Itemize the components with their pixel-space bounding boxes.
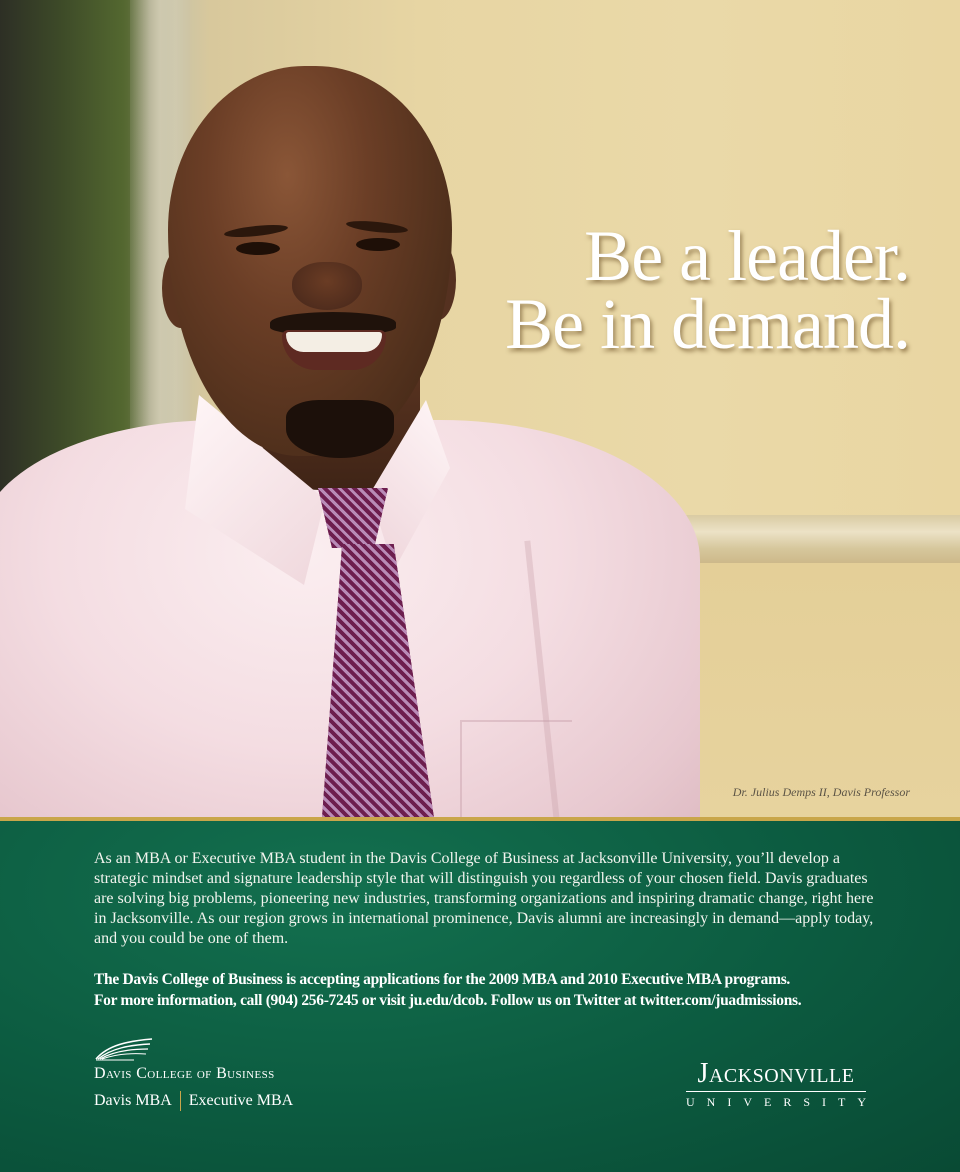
goatee: [286, 400, 394, 458]
eye-right: [356, 238, 400, 251]
jacksonville-university-logo: [686, 1058, 878, 1110]
cta-line-1: The Davis College of Business is accepting applications for the 2009 MBA and 2010 Executive MBA programs.: [94, 971, 791, 988]
photo-caption: Dr. Julius Demps II, Davis Professor: [732, 785, 910, 799]
call-to-action: [94, 969, 914, 1011]
headline: [505, 216, 910, 364]
body-paragraph: As an MBA or Executive MBA student in the Davis College of Business at Jacksonville University, you’ll develop a strategic mindset and signature leadership style that will distinguish you regardless of your chosen field. Davis graduates are solving big problems, pioneering new industries, transforming organizations and inspiring dramatic change, right here in Jacksonville. As our region grows in international prominence, Davis alumni are increasingly in demand—apply today, and you could be one of them.: [94, 850, 874, 947]
body-copy: [94, 849, 874, 949]
davis-programs: [94, 1091, 293, 1111]
headline-line-2: Be in demand.: [505, 284, 910, 364]
program-davis-mba: Davis MBA: [94, 1092, 172, 1109]
cta-line-2: For more information, call (904) 256-7245 or visit ju.edu/dcob. Follow us on Twitter at twitter.com/juadmissions.: [94, 992, 802, 1009]
smile: [282, 330, 386, 370]
program-separator: [180, 1091, 181, 1111]
shirt-pocket: [460, 720, 572, 818]
program-executive-mba: Executive MBA: [188, 1092, 294, 1109]
headline-line-1: Be a leader.: [584, 216, 910, 296]
ju-subtitle: UNIVERSITY: [686, 1095, 878, 1109]
nose: [292, 262, 362, 310]
ju-rule: [686, 1091, 866, 1092]
swoosh-icon: [94, 1037, 154, 1061]
davis-college-name: Davis College of Business: [94, 1065, 275, 1082]
teeth: [286, 332, 382, 352]
ju-wordmark: Jacksonville: [697, 1058, 855, 1089]
davis-college-logo: [94, 1037, 293, 1111]
eye-left: [236, 242, 280, 255]
green-info-panel: [0, 821, 960, 1172]
